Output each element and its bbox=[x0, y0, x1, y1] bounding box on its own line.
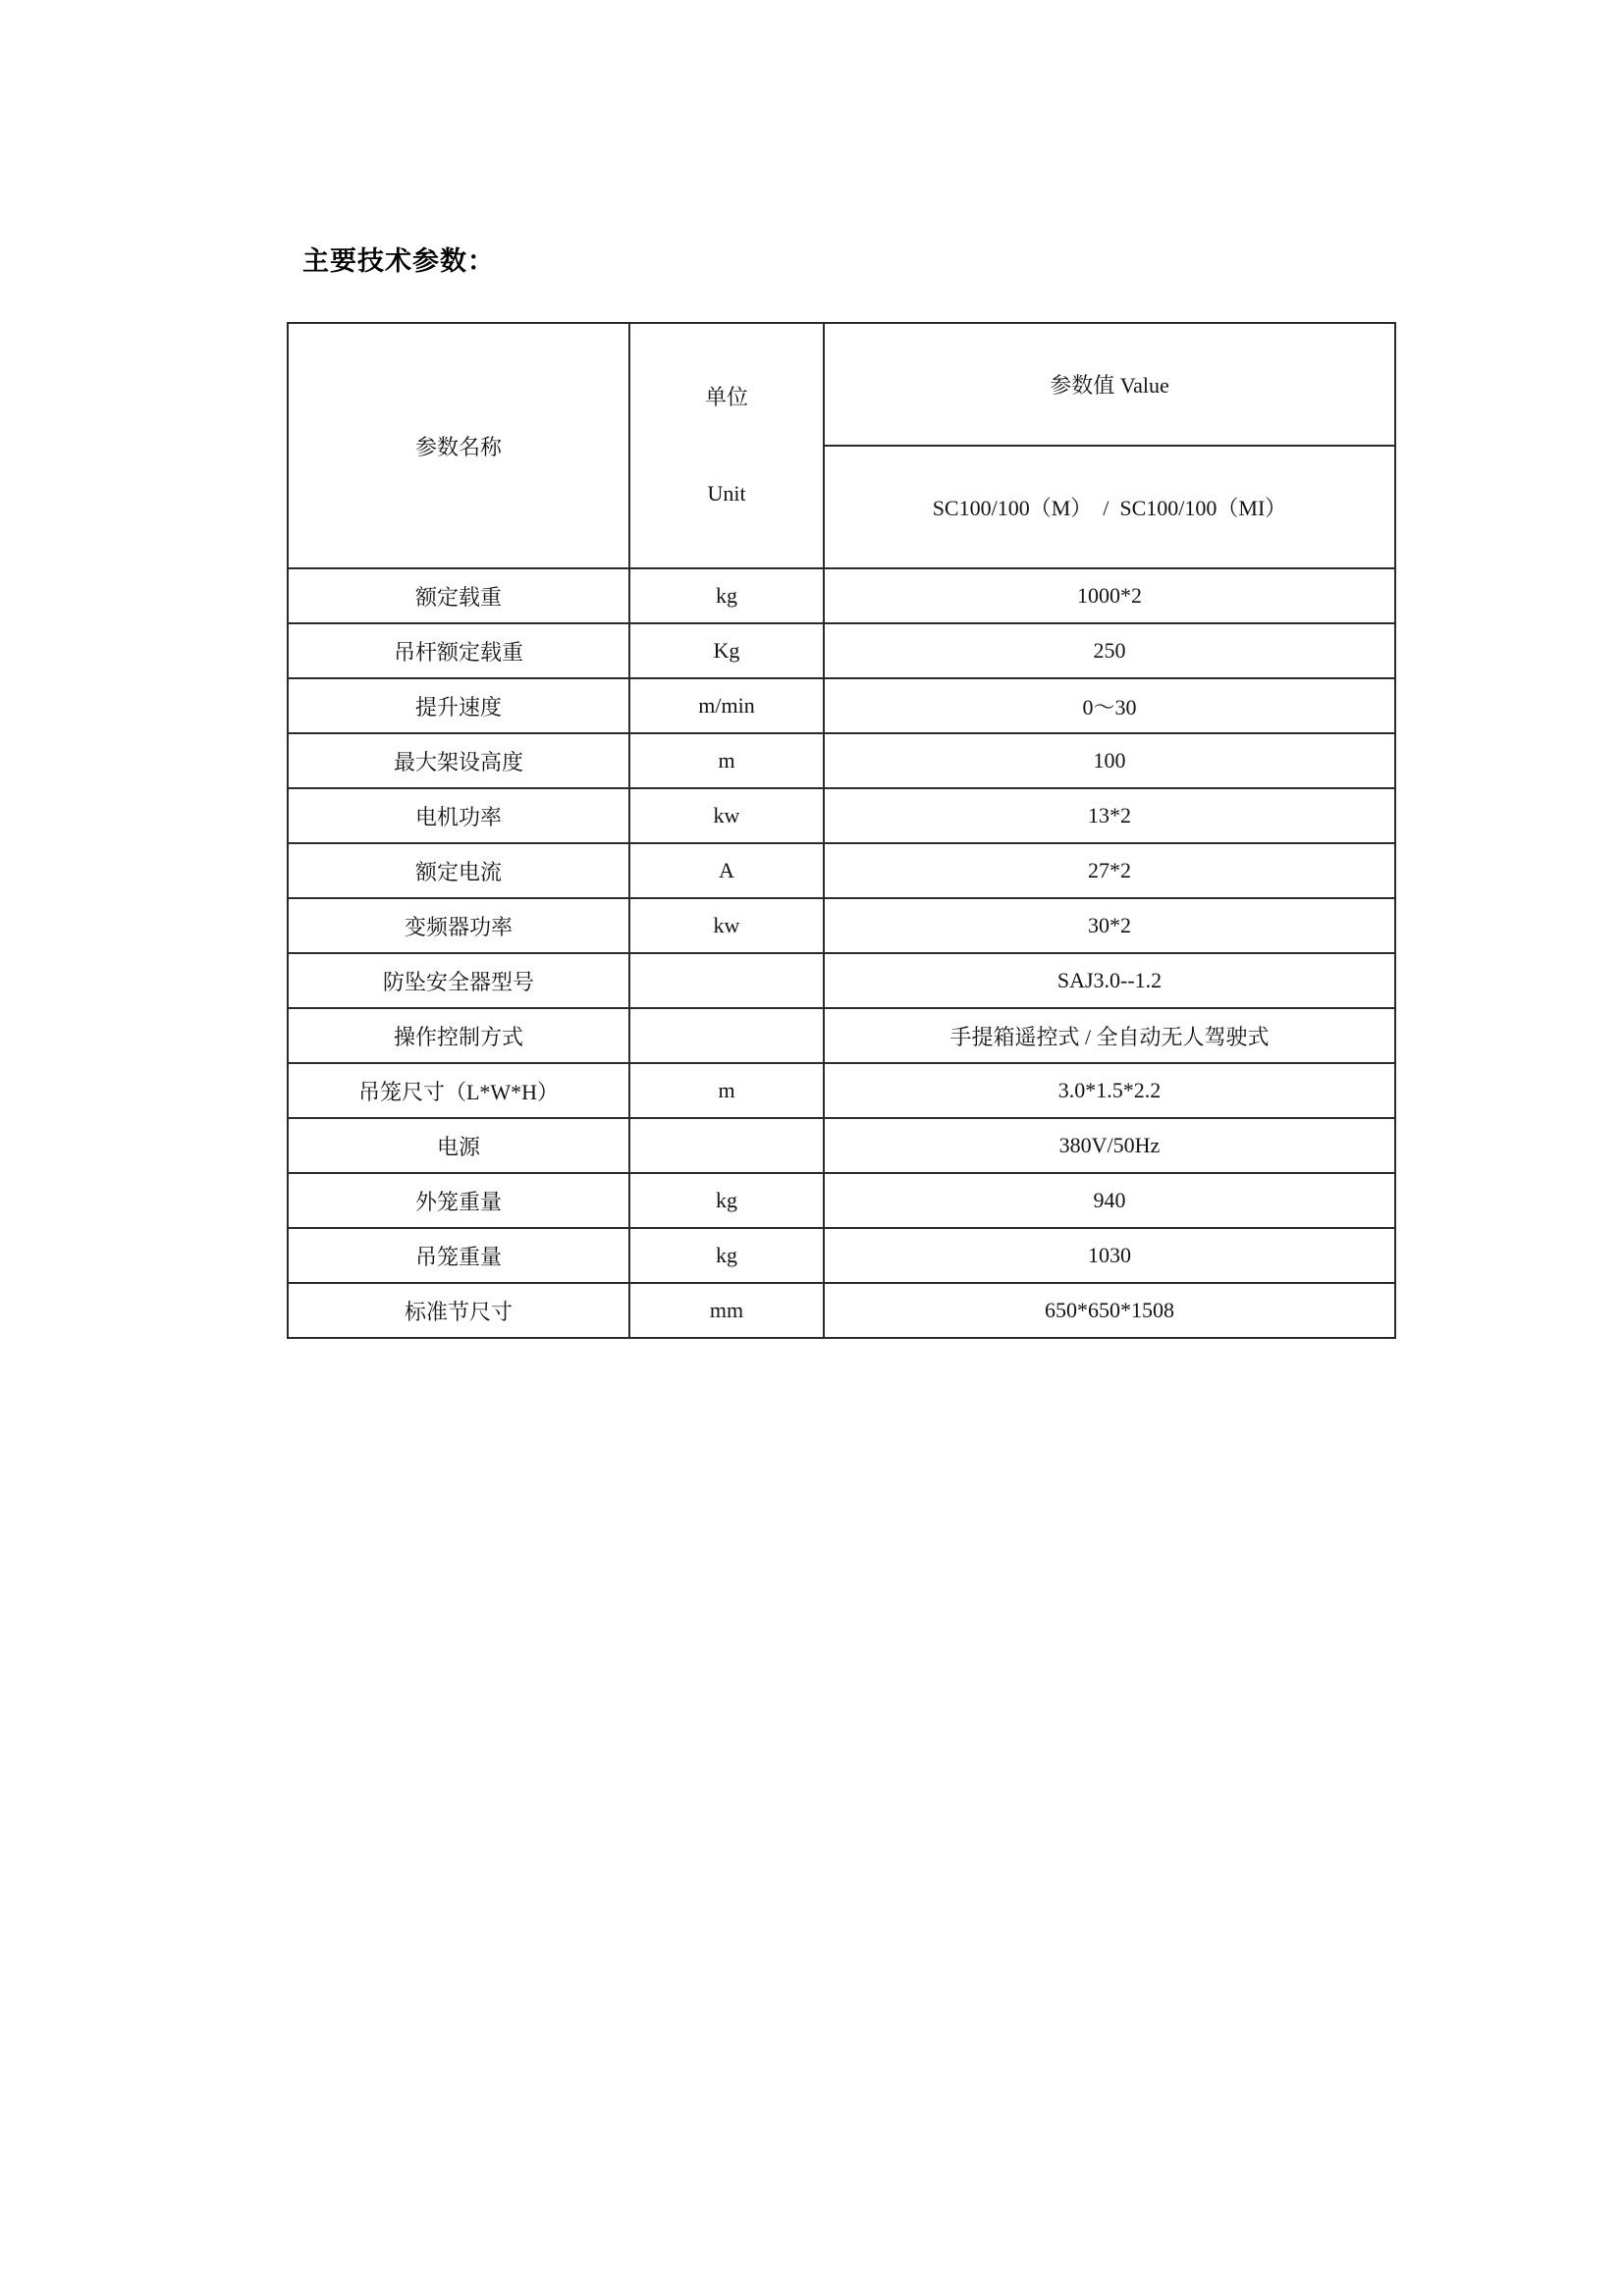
table-row bbox=[288, 568, 1395, 623]
param-name-cell: 外笼重量 bbox=[288, 1173, 629, 1228]
unit-cell: kg bbox=[629, 1228, 824, 1283]
value-cell: 1000*2 bbox=[824, 568, 1395, 623]
param-name-cell: 电源 bbox=[288, 1118, 629, 1173]
table-row bbox=[288, 1118, 1395, 1173]
unit-cell bbox=[629, 953, 824, 1008]
header-models-cell: SC100/100（M） / SC100/100（MI） bbox=[824, 446, 1395, 568]
unit-cell: A bbox=[629, 843, 824, 898]
param-name-cell: 吊笼重量 bbox=[288, 1228, 629, 1283]
table-row bbox=[288, 788, 1395, 843]
table-row bbox=[288, 678, 1395, 733]
unit-cell: Kg bbox=[629, 623, 824, 678]
value-cell: 27*2 bbox=[824, 843, 1395, 898]
unit-cell: m bbox=[629, 1063, 824, 1118]
header-unit-cn: 单位 bbox=[704, 385, 748, 409]
value-cell: 380V/50Hz bbox=[824, 1118, 1395, 1173]
param-name-cell: 电机功率 bbox=[288, 788, 629, 843]
value-cell: 650*650*1508 bbox=[824, 1283, 1395, 1338]
table-row bbox=[288, 953, 1395, 1008]
param-name-cell: 吊笼尺寸（L*W*H） bbox=[288, 1063, 629, 1118]
param-name-cell: 标准节尺寸 bbox=[288, 1283, 629, 1338]
tech-params-table bbox=[287, 322, 1396, 1339]
value-cell: 100 bbox=[824, 733, 1395, 788]
param-name-cell: 提升速度 bbox=[288, 678, 629, 733]
param-name-cell: 吊杆额定载重 bbox=[288, 623, 629, 678]
param-name-cell: 最大架设高度 bbox=[288, 733, 629, 788]
unit-cell: kw bbox=[629, 898, 824, 953]
param-name-cell: 变频器功率 bbox=[288, 898, 629, 953]
table-row bbox=[288, 898, 1395, 953]
unit-cell: mm bbox=[629, 1283, 824, 1338]
table-row bbox=[288, 1228, 1395, 1283]
param-name-cell: 防坠安全器型号 bbox=[288, 953, 629, 1008]
value-cell: SAJ3.0--1.2 bbox=[824, 953, 1395, 1008]
value-cell: 手提箱遥控式 / 全自动无人驾驶式 bbox=[824, 1008, 1395, 1063]
table-header-row-1 bbox=[288, 323, 1395, 446]
value-cell: 940 bbox=[824, 1173, 1395, 1228]
value-cell: 3.0*1.5*2.2 bbox=[824, 1063, 1395, 1118]
header-value-cell: 参数值 Value bbox=[824, 323, 1395, 446]
header-unit-cell bbox=[629, 323, 824, 568]
table-row bbox=[288, 1283, 1395, 1338]
header-unit-en: Unit bbox=[707, 481, 746, 506]
param-name-cell: 操作控制方式 bbox=[288, 1008, 629, 1063]
unit-cell: kg bbox=[629, 568, 824, 623]
table-row bbox=[288, 623, 1395, 678]
value-cell: 0～30 bbox=[824, 678, 1395, 733]
unit-cell: kg bbox=[629, 1173, 824, 1228]
header-param-name-cell: 参数名称 bbox=[288, 323, 629, 568]
param-name-cell: 额定电流 bbox=[288, 843, 629, 898]
table-row bbox=[288, 733, 1395, 788]
table-row bbox=[288, 843, 1395, 898]
document-title: 主要技术参数： bbox=[302, 246, 495, 276]
unit-cell bbox=[629, 1118, 824, 1173]
value-cell: 13*2 bbox=[824, 788, 1395, 843]
param-name-cell: 额定载重 bbox=[288, 568, 629, 623]
unit-cell: m/min bbox=[629, 678, 824, 733]
table-row bbox=[288, 1008, 1395, 1063]
table-row bbox=[288, 1173, 1395, 1228]
unit-cell bbox=[629, 1008, 824, 1063]
table-row bbox=[288, 1063, 1395, 1118]
unit-cell: kw bbox=[629, 788, 824, 843]
value-cell: 30*2 bbox=[824, 898, 1395, 953]
value-cell: 1030 bbox=[824, 1228, 1395, 1283]
value-cell: 250 bbox=[824, 623, 1395, 678]
unit-cell: m bbox=[629, 733, 824, 788]
